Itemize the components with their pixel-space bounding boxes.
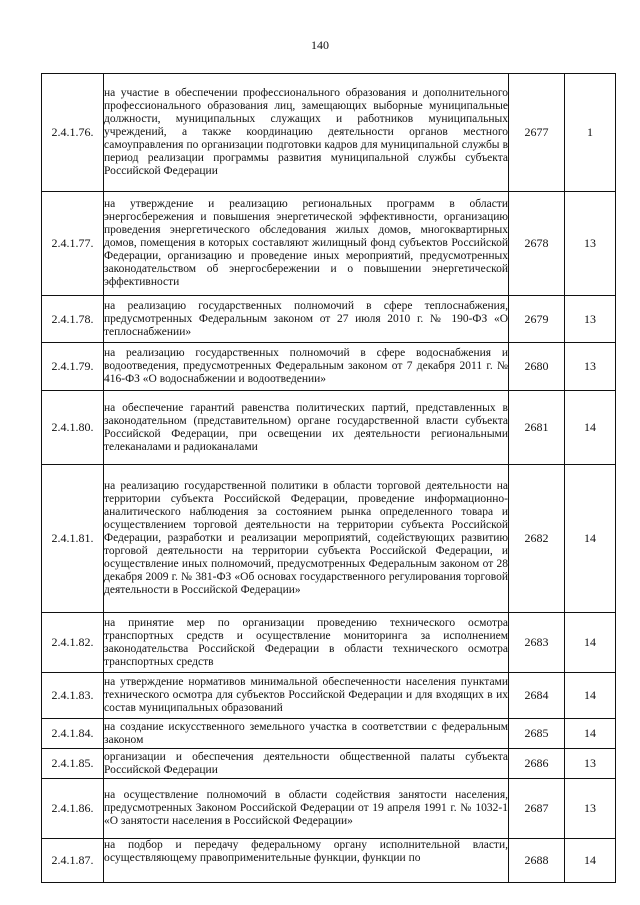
row-code: 2683 [509,613,565,673]
row-value: 1 [565,74,616,192]
table-row [42,719,616,749]
row-value: 13 [565,749,616,779]
row-value: 14 [565,719,616,749]
row-text: на подбор и передачу федеральному органу исполнительной власти, осуществляющему правоприменительные функции, функции по [104,839,509,883]
table-row [42,391,616,465]
row-code: 2685 [509,719,565,749]
table-row [42,779,616,839]
row-code: 2682 [509,465,565,613]
table-row [42,613,616,673]
row-value: 13 [565,343,616,391]
row-number: 2.4.1.87. [42,839,104,883]
table-row [42,296,616,343]
row-code: 2677 [509,74,565,192]
table-row [42,839,616,883]
row-value: 13 [565,296,616,343]
row-value: 14 [565,613,616,673]
row-value: 14 [565,391,616,465]
row-number: 2.4.1.81. [42,465,104,613]
document-table [41,73,616,883]
row-code: 2680 [509,343,565,391]
row-code: 2679 [509,296,565,343]
table-row [42,192,616,296]
row-text: на участие в обеспечении профессионального образования и дополнительного профессионального образования лиц, замещающих выборные муниципальные должности, муниципальных служащих и работников муниципальных учреждений, а также координацию деятельности органов местного самоуправления по организации подготовки кадров для муниципальной службы в период реализации программы развития муниципальной службы субъекта Российской Федерации [104,74,509,192]
row-text: на обеспечение гарантий равенства политических партий, представленных в законодательном (представительном) органе государственной власти субъекта Российской Федерации, при освещении их деятельности региональными телеканалами и радиоканалами [104,391,509,465]
row-code: 2678 [509,192,565,296]
row-number: 2.4.1.83. [42,673,104,719]
row-value: 13 [565,779,616,839]
row-code: 2686 [509,749,565,779]
row-text: на принятие мер по организации проведению технического осмотра транспортных средств и осуществление мониторинга за исполнением законодательства Российской Федерации в области технического осмотра транспортных средств [104,613,509,673]
row-code: 2684 [509,673,565,719]
row-text: на реализацию государственных полномочий в сфере водоснабжения и водоотведения, предусмотренных Федеральным законом от 7 декабря 2011 г. № 416-ФЗ «О водоснабжении и водоотведении» [104,343,509,391]
row-number: 2.4.1.85. [42,749,104,779]
page-number: 140 [311,38,329,52]
row-number: 2.4.1.77. [42,192,104,296]
table-row [42,74,616,192]
row-text: на реализацию государственной политики в области торговой деятельности на территории субъекта Российской Федерации, проведение информационно-аналитического наблюдения за состоянием рынка определенного товара и осуществлением торговой деятельности на территории субъекта Российской Федерации, разработки и реализации мероприятий, содействующих развитию торговой деятельности на территории субъекта Российской Федерации, и осуществление иных полномочий, предусмотренных Федеральным законом от 28 декабря 2009 г. № 381-ФЗ «Об основах государственного регулирования торговой деятельности в Российской Федерации» [104,465,509,613]
row-number: 2.4.1.79. [42,343,104,391]
row-number: 2.4.1.78. [42,296,104,343]
row-code: 2688 [509,839,565,883]
row-number: 2.4.1.76. [42,74,104,192]
row-value: 14 [565,839,616,883]
row-code: 2687 [509,779,565,839]
row-text: на создание искусственного земельного участка в соответствии с федеральным законом [104,719,509,749]
table-row [42,465,616,613]
row-number: 2.4.1.84. [42,719,104,749]
row-text: организации и обеспечения деятельности общественной палаты субъекта Российской Федерации [104,749,509,779]
table-row [42,673,616,719]
row-code: 2681 [509,391,565,465]
row-number: 2.4.1.82. [42,613,104,673]
row-text: на утверждение и реализацию региональных программ в области энергосбережения и повышения энергетической эффективности, организацию проведения энергетического обследования жилых домов, многоквартирных домов, помещения в которых составляют жилищный фонд субъектов Российской Федерации, организацию и проведение иных мероприятий, предусмотренных законодательством об энергосбережении и о повышении энергетической эффективности [104,192,509,296]
row-number: 2.4.1.80. [42,391,104,465]
row-text: на реализацию государственных полномочий в сфере теплоснабжения, предусмотренных Федеральным законом от 27 июля 2010 г. № 190-ФЗ «О теплоснабжении» [104,296,509,343]
row-value: 14 [565,673,616,719]
table-row [42,749,616,779]
row-text: на утверждение нормативов минимальной обеспеченности населения пунктами технического осмотра для субъектов Российской Федерации и для входящих в их состав муниципальных образований [104,673,509,719]
row-value: 13 [565,192,616,296]
row-text: на осуществление полномочий в области содействия занятости населения, предусмотренных Законом Российской Федерации от 19 апреля 1991 г. № 1032-1 «О занятости населения в Российской Федерации» [104,779,509,839]
row-value: 14 [565,465,616,613]
table-row [42,343,616,391]
row-number: 2.4.1.86. [42,779,104,839]
